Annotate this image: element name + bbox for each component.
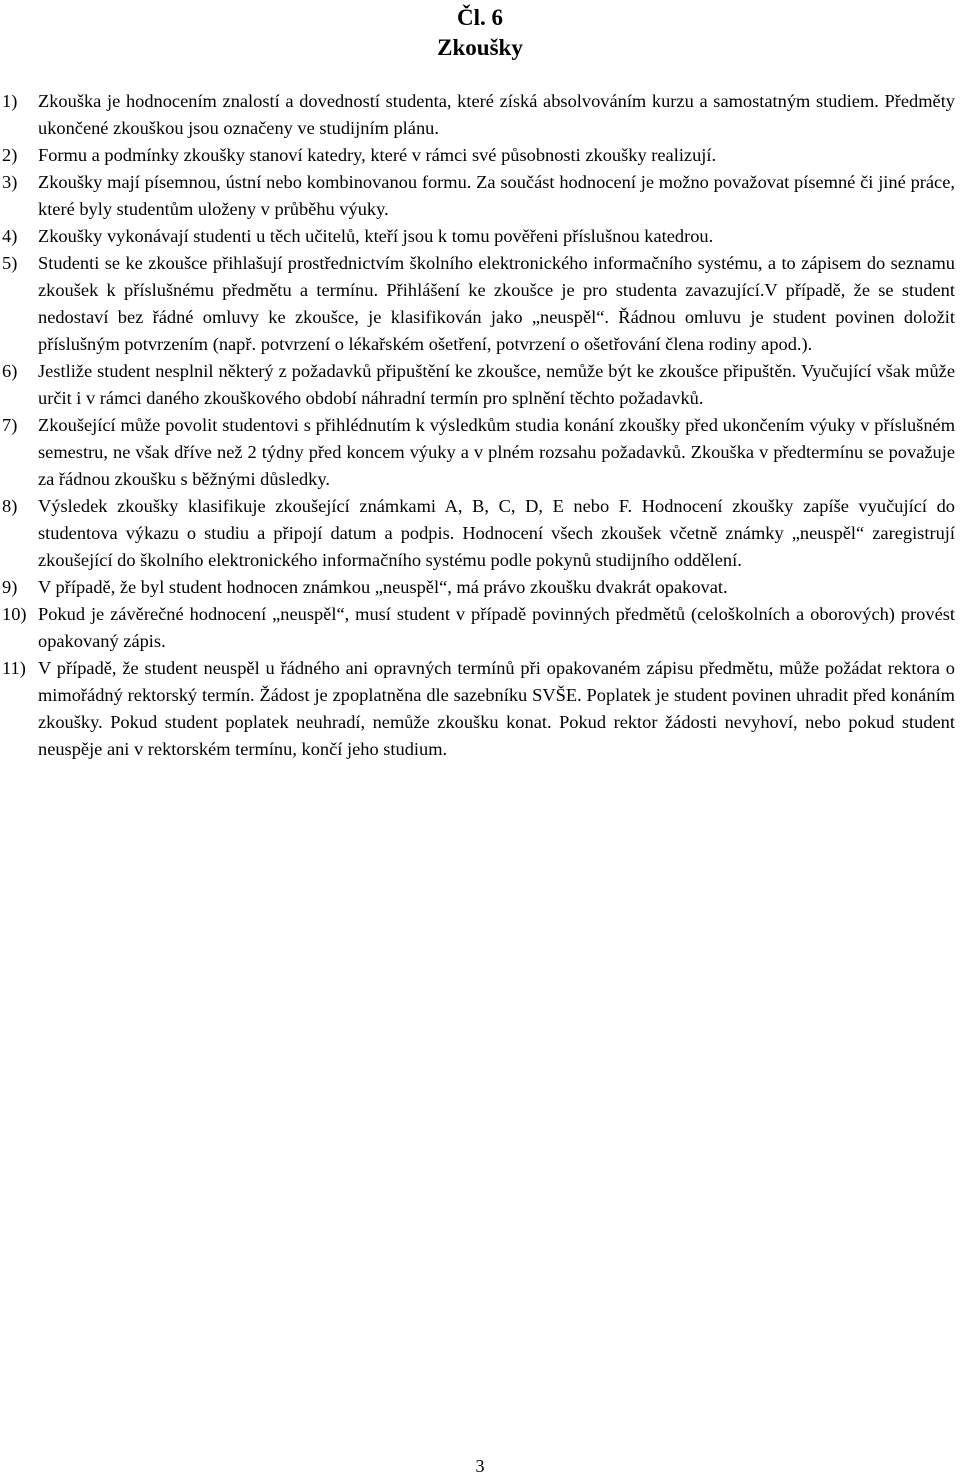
page-number: 3 <box>475 1456 485 1476</box>
list-item <box>0 655 955 763</box>
list-item <box>0 358 955 412</box>
item-number: 1) <box>2 91 18 111</box>
item-text: Zkoušky vykonávají studenti u těch učitelů, kteří jsou k tomu pověřeni příslušnou katedrou. <box>38 226 714 246</box>
list-item <box>0 601 955 655</box>
item-text: Formu a podmínky zkoušky stanoví katedry, které v rámci své působnosti zkoušky realizují. <box>38 145 717 165</box>
list-item <box>0 493 955 574</box>
item-number: 11) <box>2 658 26 678</box>
item-text: Zkoušky mají písemnou, ústní nebo kombinovanou formu. Za součást hodnocení je možno považovat písemné či jiné práce, které byly studentům uloženy v průběhu výuky. <box>38 172 955 219</box>
item-number: 3) <box>2 172 18 192</box>
item-text: V případě, že byl student hodnocen známkou „neuspěl“, má právo zkoušku dvakrát opakovat. <box>38 577 728 597</box>
list-item <box>0 574 955 601</box>
list-item <box>0 250 955 358</box>
item-text: Zkoušející může povolit studentovi s přihlédnutím k výsledkům studia konání zkoušky před ukončením výuky v příslušném semestru, ne však dříve než 2 týdny před koncem výuky a v plném rozsahu požadavků. Zkouška v předtermínu se považuje za řádnou zkoušku s běžnými důsledky. <box>38 415 955 489</box>
item-text: Pokud je závěrečné hodnocení „neuspěl“, musí student v případě povinných předmětů (celoškolních a oborových) provést opakovaný zápis. <box>38 604 955 651</box>
list-item <box>0 223 955 250</box>
rules-list <box>0 88 960 763</box>
item-number: 10) <box>2 604 27 624</box>
item-text: V případě, že student neuspěl u řádného ani opravných termínů při opakovaném zápisu předmětu, může požádat rektora o mimořádný rektorský termín. Žádost je zpoplatněna dle sazebníku SVŠE. Poplatek je student povinen uhradit před konáním zkoušky. Pokud student poplatek neuhradí, nemůže zkoušku konat. Pokud rektor žádosti nevyhoví, nebo pokud student neuspěje ani v rektorském termínu, končí jeho studium. <box>38 658 955 759</box>
item-number: 7) <box>2 415 18 435</box>
list-item <box>0 88 955 142</box>
item-text: Výsledek zkoušky klasifikuje zkoušející známkami A, B, C, D, E nebo F. Hodnocení zkoušky zapíše vyučující do studentova výkazu o studiu a připojí datum a podpis. Hodnocení všech zkoušek včetně známky „neuspěl“ zaregistrují zkoušející do školního elektronického informačního systému podle pokynů studijního oddělení. <box>38 496 955 570</box>
item-text: Zkouška je hodnocením znalostí a dovedností studenta, které získá absolvováním kurzu a samostatným studiem. Předměty ukončené zkouškou jsou označeny ve studijním plánu. <box>38 91 955 138</box>
list-item <box>0 412 955 493</box>
list-item <box>0 169 955 223</box>
item-number: 2) <box>2 145 18 165</box>
item-number: 8) <box>2 496 18 516</box>
item-number: 4) <box>2 226 18 246</box>
article-title: Zkoušky <box>437 35 523 60</box>
item-number: 5) <box>2 253 18 273</box>
item-text: Studenti se ke zkoušce přihlašují prostřednictvím školního elektronického informačního systému, a to zápisem do seznamu zkoušek k příslušnému předmětu a termínu. Přihlášení ke zkoušce je pro studenta zavazující.V případě, že se student nedostaví bez řádné omluvy ke zkoušce, je klasifikován jako „neuspěl“. Řádnou omluvu je student povinen doložit příslušným potvrzením (např. potvrzení o lékařském ošetření, potvrzení o ošetřování člena rodiny apod.). <box>38 253 955 354</box>
article-number: Čl. 6 <box>457 5 503 30</box>
item-text: Jestliže student nesplnil některý z požadavků připuštění ke zkoušce, nemůže být ke zkoušce připuštěn. Vyučující však může určit i v rámci daného zkouškového období náhradní termín pro splnění těchto požadavků. <box>38 361 955 408</box>
item-number: 9) <box>2 577 18 597</box>
item-number: 6) <box>2 361 18 381</box>
list-item <box>0 142 955 169</box>
